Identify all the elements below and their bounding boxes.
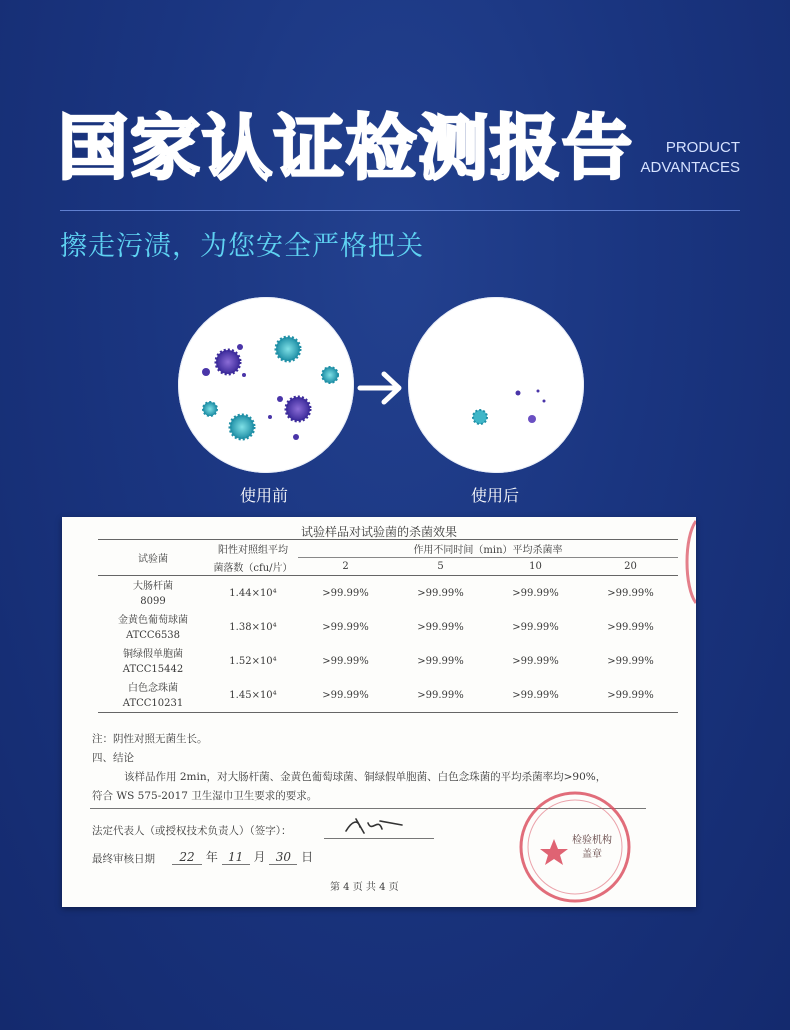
rate-cell: >99.99%	[607, 621, 654, 633]
review-date-label: 最终审核日期	[92, 853, 155, 865]
header-divider	[60, 210, 740, 211]
col-rate-header: 作用不同时间（min）平均杀菌率	[298, 540, 678, 558]
stamp-text-1: 检验机构	[572, 835, 612, 846]
after-caption: 使用后	[471, 486, 520, 505]
page-title: 国家认证检测报告	[58, 107, 634, 189]
strain-name: 白色念珠菌	[128, 683, 178, 694]
day-char: 日	[301, 850, 314, 864]
control-count: 1.38×10⁴	[229, 621, 277, 633]
germs-before-illustration	[178, 297, 354, 473]
rate-cell: >99.99%	[583, 678, 678, 713]
time-header: 20	[583, 558, 678, 576]
strain-code: 8099	[140, 596, 166, 607]
strain-code: ATCC6538	[125, 630, 181, 641]
rate-cell: >99.99%	[417, 655, 464, 667]
subtitle: 擦走污渍，为您安全严格把关	[60, 231, 424, 262]
strain-code: ATCC10231	[98, 695, 208, 713]
results-table	[98, 539, 678, 713]
rate-cell: >99.99%	[298, 678, 393, 713]
product-label-line2: ADVANTACES	[640, 159, 740, 176]
table-note: 注：阴性对照无菌生长。	[92, 733, 208, 745]
legal-representative-label: 法定代表人（或授权技术负责人）（签字）：	[92, 825, 292, 837]
purple-germ-icon	[268, 396, 310, 440]
strain-name: 金黄色葡萄球菌	[118, 615, 188, 626]
rate-cell: >99.99%	[512, 587, 559, 599]
date-day: 30	[269, 850, 297, 865]
rate-cell: >99.99%	[512, 621, 559, 633]
teal-germ-icon	[322, 367, 338, 383]
date-month: 11	[222, 850, 250, 865]
signature-line	[324, 838, 434, 839]
review-date-value	[172, 848, 313, 865]
col-control-header-1: 阳性对照组平均	[208, 540, 298, 558]
germs-after-illustration	[408, 297, 584, 473]
strain-name: 大肠杆菌	[133, 581, 173, 592]
purple-germ-icon	[516, 390, 546, 424]
time-header: 2	[298, 558, 393, 576]
rate-cell: >99.99%	[607, 655, 654, 667]
col-strain-header: 试验菌	[98, 540, 208, 576]
partial-seal-icon	[680, 517, 696, 607]
control-count: 1.44×10⁴	[229, 587, 277, 599]
after-circle	[408, 297, 584, 473]
signature-icon	[342, 815, 412, 837]
arrow-right-icon	[356, 368, 406, 408]
teal-germ-icon	[473, 410, 487, 424]
conclusion-line-2: 符合 WS 575-2017 卫生湿巾卫生要求的要求。	[92, 790, 318, 802]
stamp-text-2: 盖章	[582, 849, 602, 860]
section-heading: 四、结论	[92, 752, 134, 764]
control-count: 1.52×10⁴	[229, 655, 277, 667]
test-report-document	[62, 517, 696, 907]
table-row	[98, 610, 678, 627]
col-control-header-2: 菌落数（cfu/片）	[208, 558, 298, 576]
before-circle	[178, 297, 354, 473]
month-char: 月	[253, 850, 266, 864]
rate-cell: >99.99%	[512, 655, 559, 667]
rate-cell: >99.99%	[322, 587, 369, 599]
date-year: 22	[172, 850, 202, 865]
rate-cell: >99.99%	[393, 678, 488, 713]
time-header: 10	[488, 558, 583, 576]
rate-cell: >99.99%	[417, 587, 464, 599]
teal-germ-icon	[230, 415, 254, 439]
rate-cell: >99.99%	[607, 587, 654, 599]
red-seal-icon	[510, 787, 640, 907]
rate-cell: >99.99%	[322, 655, 369, 667]
table-row	[98, 576, 678, 594]
time-header: 5	[393, 558, 488, 576]
strain-code: ATCC15442	[122, 664, 184, 675]
control-count: 1.45×10⁴	[208, 678, 298, 713]
strain-name: 铜绿假单胞菌	[123, 649, 183, 660]
product-label-line1: PRODUCT	[665, 139, 740, 156]
teal-germ-icon	[276, 337, 300, 361]
year-char: 年	[205, 850, 218, 864]
rate-cell: >99.99%	[417, 621, 464, 633]
rate-cell: >99.99%	[488, 678, 583, 713]
product-advantages-label	[641, 138, 740, 178]
rate-cell: >99.99%	[322, 621, 369, 633]
conclusion-line-1: 该样品作用 2min，对大肠杆菌、金黄色葡萄球菌、铜绿假单胞菌、白色念珠菌的平均杀菌率均>90%，	[124, 771, 607, 783]
purple-germ-icon	[202, 344, 246, 377]
page-footer: 第 4 页 共 4 页	[330, 882, 399, 893]
report-table-title: 试验样品对试验菌的杀菌效果	[300, 525, 457, 539]
table-row	[98, 678, 678, 695]
table-row	[98, 644, 678, 661]
before-caption: 使用前	[240, 486, 289, 505]
teal-germ-icon	[203, 402, 217, 416]
official-stamp	[510, 787, 640, 907]
